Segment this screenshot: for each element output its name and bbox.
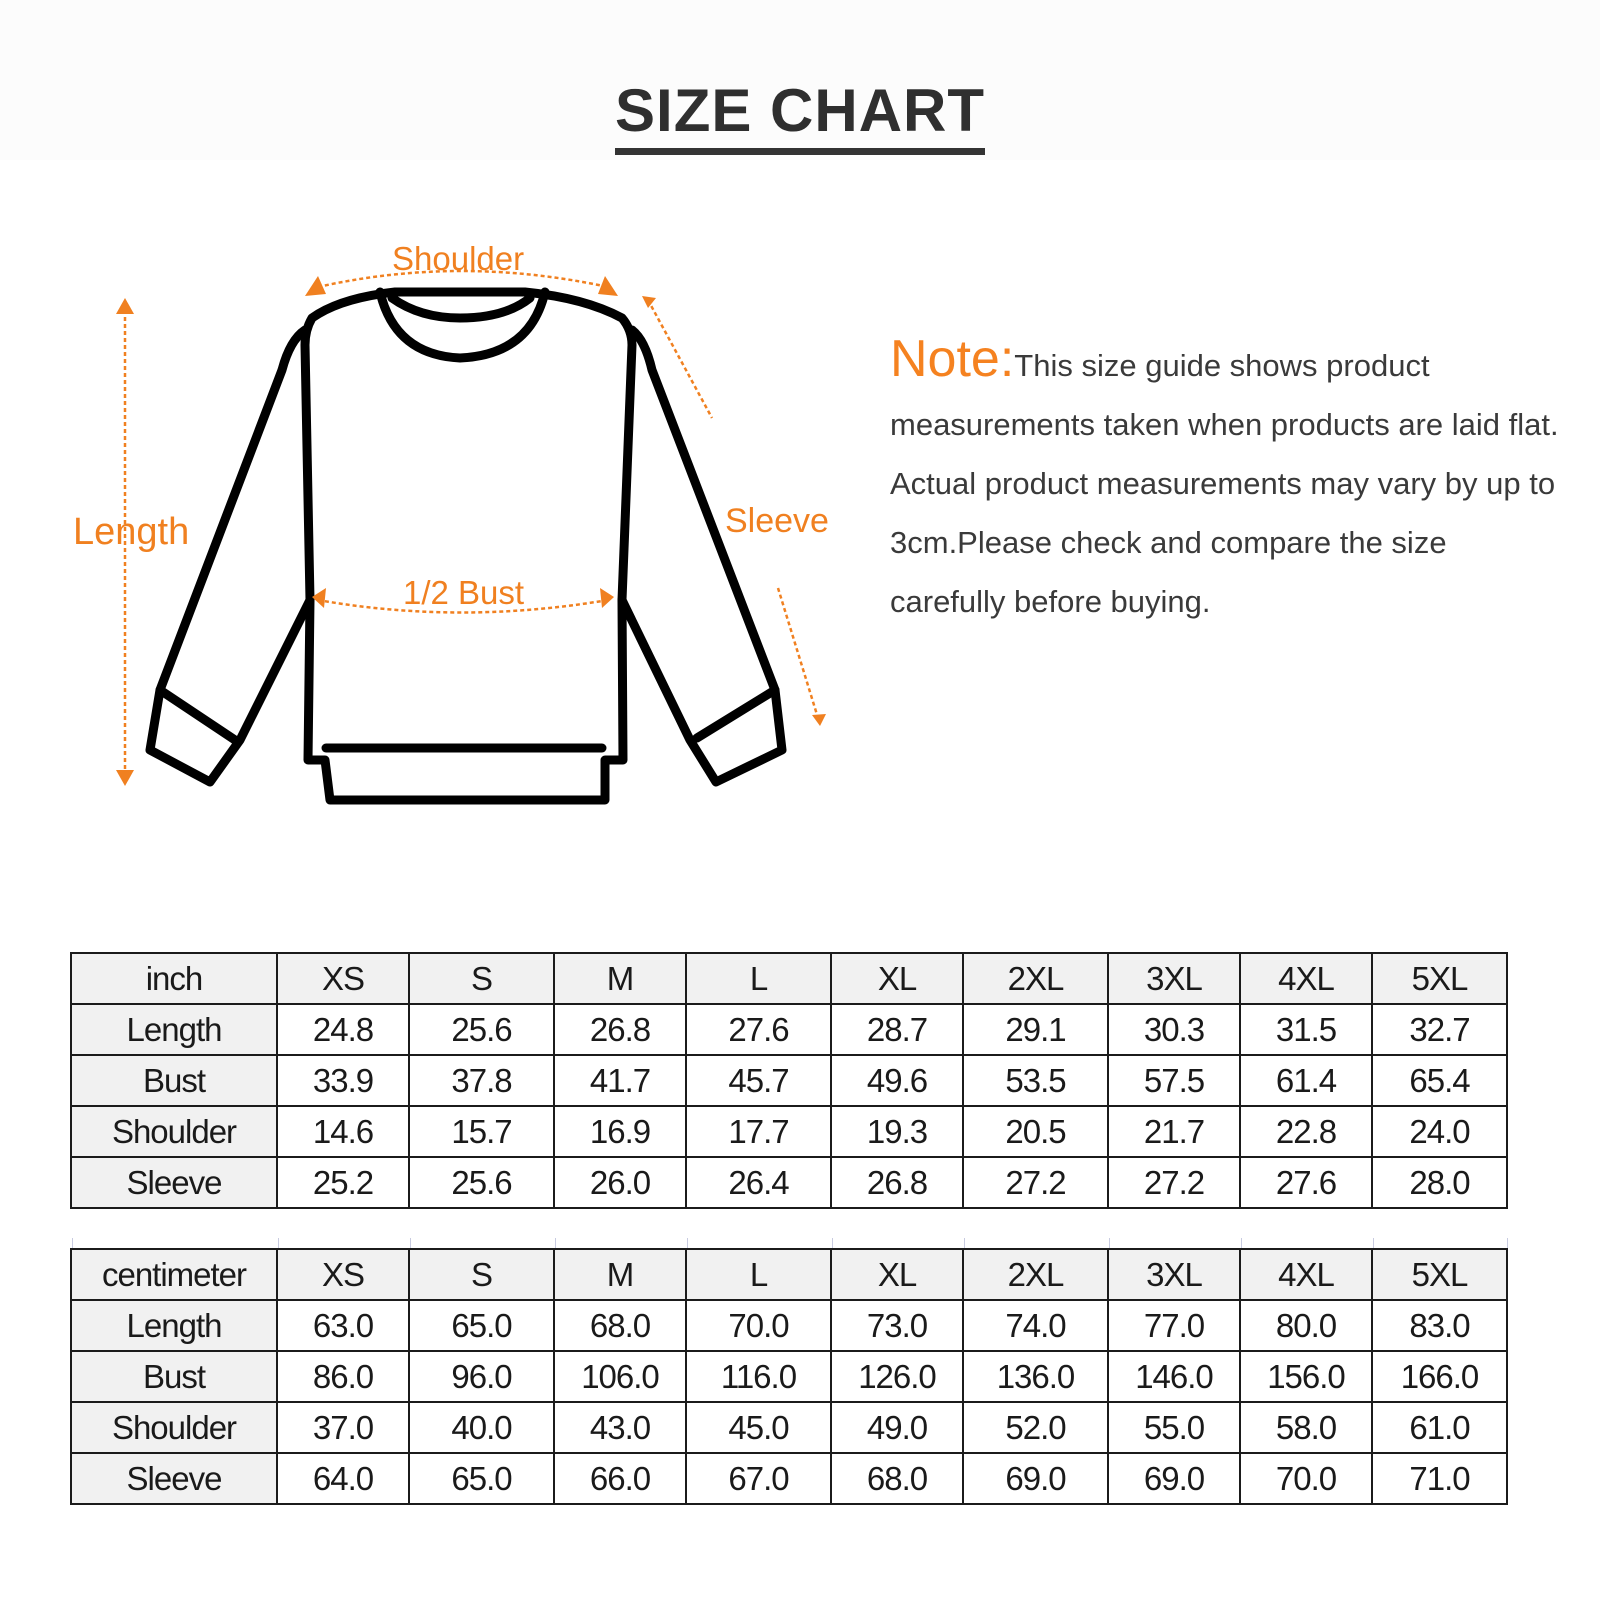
table-row (71, 1106, 1507, 1157)
size-header: M (554, 953, 686, 1004)
table-cell: 116.0 (686, 1351, 831, 1402)
table-cell: 33.9 (277, 1055, 409, 1106)
table-cell: 86.0 (277, 1351, 409, 1402)
table-cell: 58.0 (1240, 1402, 1372, 1453)
table-cell: 24.0 (1372, 1106, 1507, 1157)
table-cell: 15.7 (409, 1106, 554, 1157)
size-header: 5XL (1372, 1249, 1507, 1300)
table-cell: 45.0 (686, 1402, 831, 1453)
size-header: 4XL (1240, 953, 1372, 1004)
table-cell: 53.5 (963, 1055, 1108, 1106)
table-cell: 80.0 (1240, 1300, 1372, 1351)
size-header: S (409, 953, 554, 1004)
table-cell: 65.4 (1372, 1055, 1507, 1106)
table-cell: 77.0 (1108, 1300, 1240, 1351)
row-label: Bust (71, 1351, 277, 1402)
unit-header: inch (71, 953, 277, 1004)
table-cell: 96.0 (409, 1351, 554, 1402)
size-header: 4XL (1240, 1249, 1372, 1300)
table-cell: 71.0 (1372, 1453, 1507, 1504)
table-cell: 146.0 (1108, 1351, 1240, 1402)
row-label: Shoulder (71, 1106, 277, 1157)
table-row (71, 1351, 1507, 1402)
table-cell: 28.7 (831, 1004, 963, 1055)
table-cell: 61.0 (1372, 1402, 1507, 1453)
table-cell: 52.0 (963, 1402, 1108, 1453)
page-title-wrap (0, 76, 1600, 155)
table-cell: 49.0 (831, 1402, 963, 1453)
table-cell: 55.0 (1108, 1402, 1240, 1453)
table-cell: 26.8 (554, 1004, 686, 1055)
table-cell: 25.6 (409, 1004, 554, 1055)
table-cell: 16.9 (554, 1106, 686, 1157)
half-bust-label: 1/2 Bust (403, 574, 525, 611)
table-cell: 156.0 (1240, 1351, 1372, 1402)
table-cell: 61.4 (1240, 1055, 1372, 1106)
centimeter-size-table (70, 1248, 1508, 1505)
table-cell: 17.7 (686, 1106, 831, 1157)
table-cell: 31.5 (1240, 1004, 1372, 1055)
table-cell: 67.0 (686, 1453, 831, 1504)
note-label: Note: (890, 330, 1015, 388)
size-header: M (554, 1249, 686, 1300)
size-header: L (686, 953, 831, 1004)
row-label: Length (71, 1004, 277, 1055)
measurement-diagram (0, 200, 880, 860)
table-cell: 64.0 (277, 1453, 409, 1504)
table-cell: 69.0 (963, 1453, 1108, 1504)
table-cell: 27.6 (686, 1004, 831, 1055)
table-cell: 83.0 (1372, 1300, 1507, 1351)
table-cell: 30.3 (1108, 1004, 1240, 1055)
table-cell: 26.4 (686, 1157, 831, 1208)
centimeter-header-row (71, 1249, 1507, 1300)
table-cell: 27.2 (1108, 1157, 1240, 1208)
inch-header-row (71, 953, 1507, 1004)
table-cell: 20.5 (963, 1106, 1108, 1157)
table-cell: 37.8 (409, 1055, 554, 1106)
page-title: SIZE CHART (615, 76, 985, 155)
unit-header: centimeter (71, 1249, 277, 1300)
size-header: L (686, 1249, 831, 1300)
table-cell: 26.8 (831, 1157, 963, 1208)
size-header: 5XL (1372, 953, 1507, 1004)
table-row (71, 1157, 1507, 1208)
row-label: Shoulder (71, 1402, 277, 1453)
table-cell: 68.0 (831, 1453, 963, 1504)
row-label: Length (71, 1300, 277, 1351)
table-cell: 136.0 (963, 1351, 1108, 1402)
table-cell: 26.0 (554, 1157, 686, 1208)
table-cell: 40.0 (409, 1402, 554, 1453)
table-cell: 106.0 (554, 1351, 686, 1402)
table-cell: 63.0 (277, 1300, 409, 1351)
row-label: Sleeve (71, 1157, 277, 1208)
size-header: 3XL (1108, 953, 1240, 1004)
size-header: XS (277, 1249, 409, 1300)
table-cell: 73.0 (831, 1300, 963, 1351)
table-cell: 19.3 (831, 1106, 963, 1157)
size-note (890, 330, 1570, 631)
table-cell: 32.7 (1372, 1004, 1507, 1055)
size-header: 2XL (963, 1249, 1108, 1300)
row-label: Bust (71, 1055, 277, 1106)
table-cell: 126.0 (831, 1351, 963, 1402)
shoulder-label: Shoulder (392, 240, 525, 277)
size-header: XL (831, 953, 963, 1004)
sleeve-label: Sleeve (725, 502, 829, 540)
table-cell: 22.8 (1240, 1106, 1372, 1157)
size-header: 3XL (1108, 1249, 1240, 1300)
inch-size-table (70, 952, 1508, 1209)
table-cell: 45.7 (686, 1055, 831, 1106)
table-cell: 27.2 (963, 1157, 1108, 1208)
row-label: Sleeve (71, 1453, 277, 1504)
table-cell: 166.0 (1372, 1351, 1507, 1402)
table-cell: 69.0 (1108, 1453, 1240, 1504)
table-cell: 43.0 (554, 1402, 686, 1453)
table-cell: 49.6 (831, 1055, 963, 1106)
table-row (71, 1055, 1507, 1106)
table-row (71, 1453, 1507, 1504)
table-cell: 28.0 (1372, 1157, 1507, 1208)
size-header: XS (277, 953, 409, 1004)
table-cell: 74.0 (963, 1300, 1108, 1351)
table-cell: 14.6 (277, 1106, 409, 1157)
table-cell: 21.7 (1108, 1106, 1240, 1157)
length-label: Length (73, 511, 190, 553)
table-cell: 68.0 (554, 1300, 686, 1351)
table-cell: 27.6 (1240, 1157, 1372, 1208)
table-cell: 24.8 (277, 1004, 409, 1055)
table-cell: 65.0 (409, 1300, 554, 1351)
table-cell: 66.0 (554, 1453, 686, 1504)
table-cell: 57.5 (1108, 1055, 1240, 1106)
size-header: S (409, 1249, 554, 1300)
table-cell: 70.0 (1240, 1453, 1372, 1504)
table-cell: 70.0 (686, 1300, 831, 1351)
table-cell: 25.6 (409, 1157, 554, 1208)
table-row (71, 1402, 1507, 1453)
note-text: This size guide shows product measurements taken when products are laid flat. Actual product measurements may vary by up to 3cm.Please check and compare the size carefully before buying. (890, 348, 1559, 619)
size-header: 2XL (963, 953, 1108, 1004)
table-cell: 29.1 (963, 1004, 1108, 1055)
table-cell: 37.0 (277, 1402, 409, 1453)
table-cell: 65.0 (409, 1453, 554, 1504)
table-row (71, 1004, 1507, 1055)
size-header: XL (831, 1249, 963, 1300)
table-cell: 41.7 (554, 1055, 686, 1106)
table-cell: 25.2 (277, 1157, 409, 1208)
table-row (71, 1300, 1507, 1351)
